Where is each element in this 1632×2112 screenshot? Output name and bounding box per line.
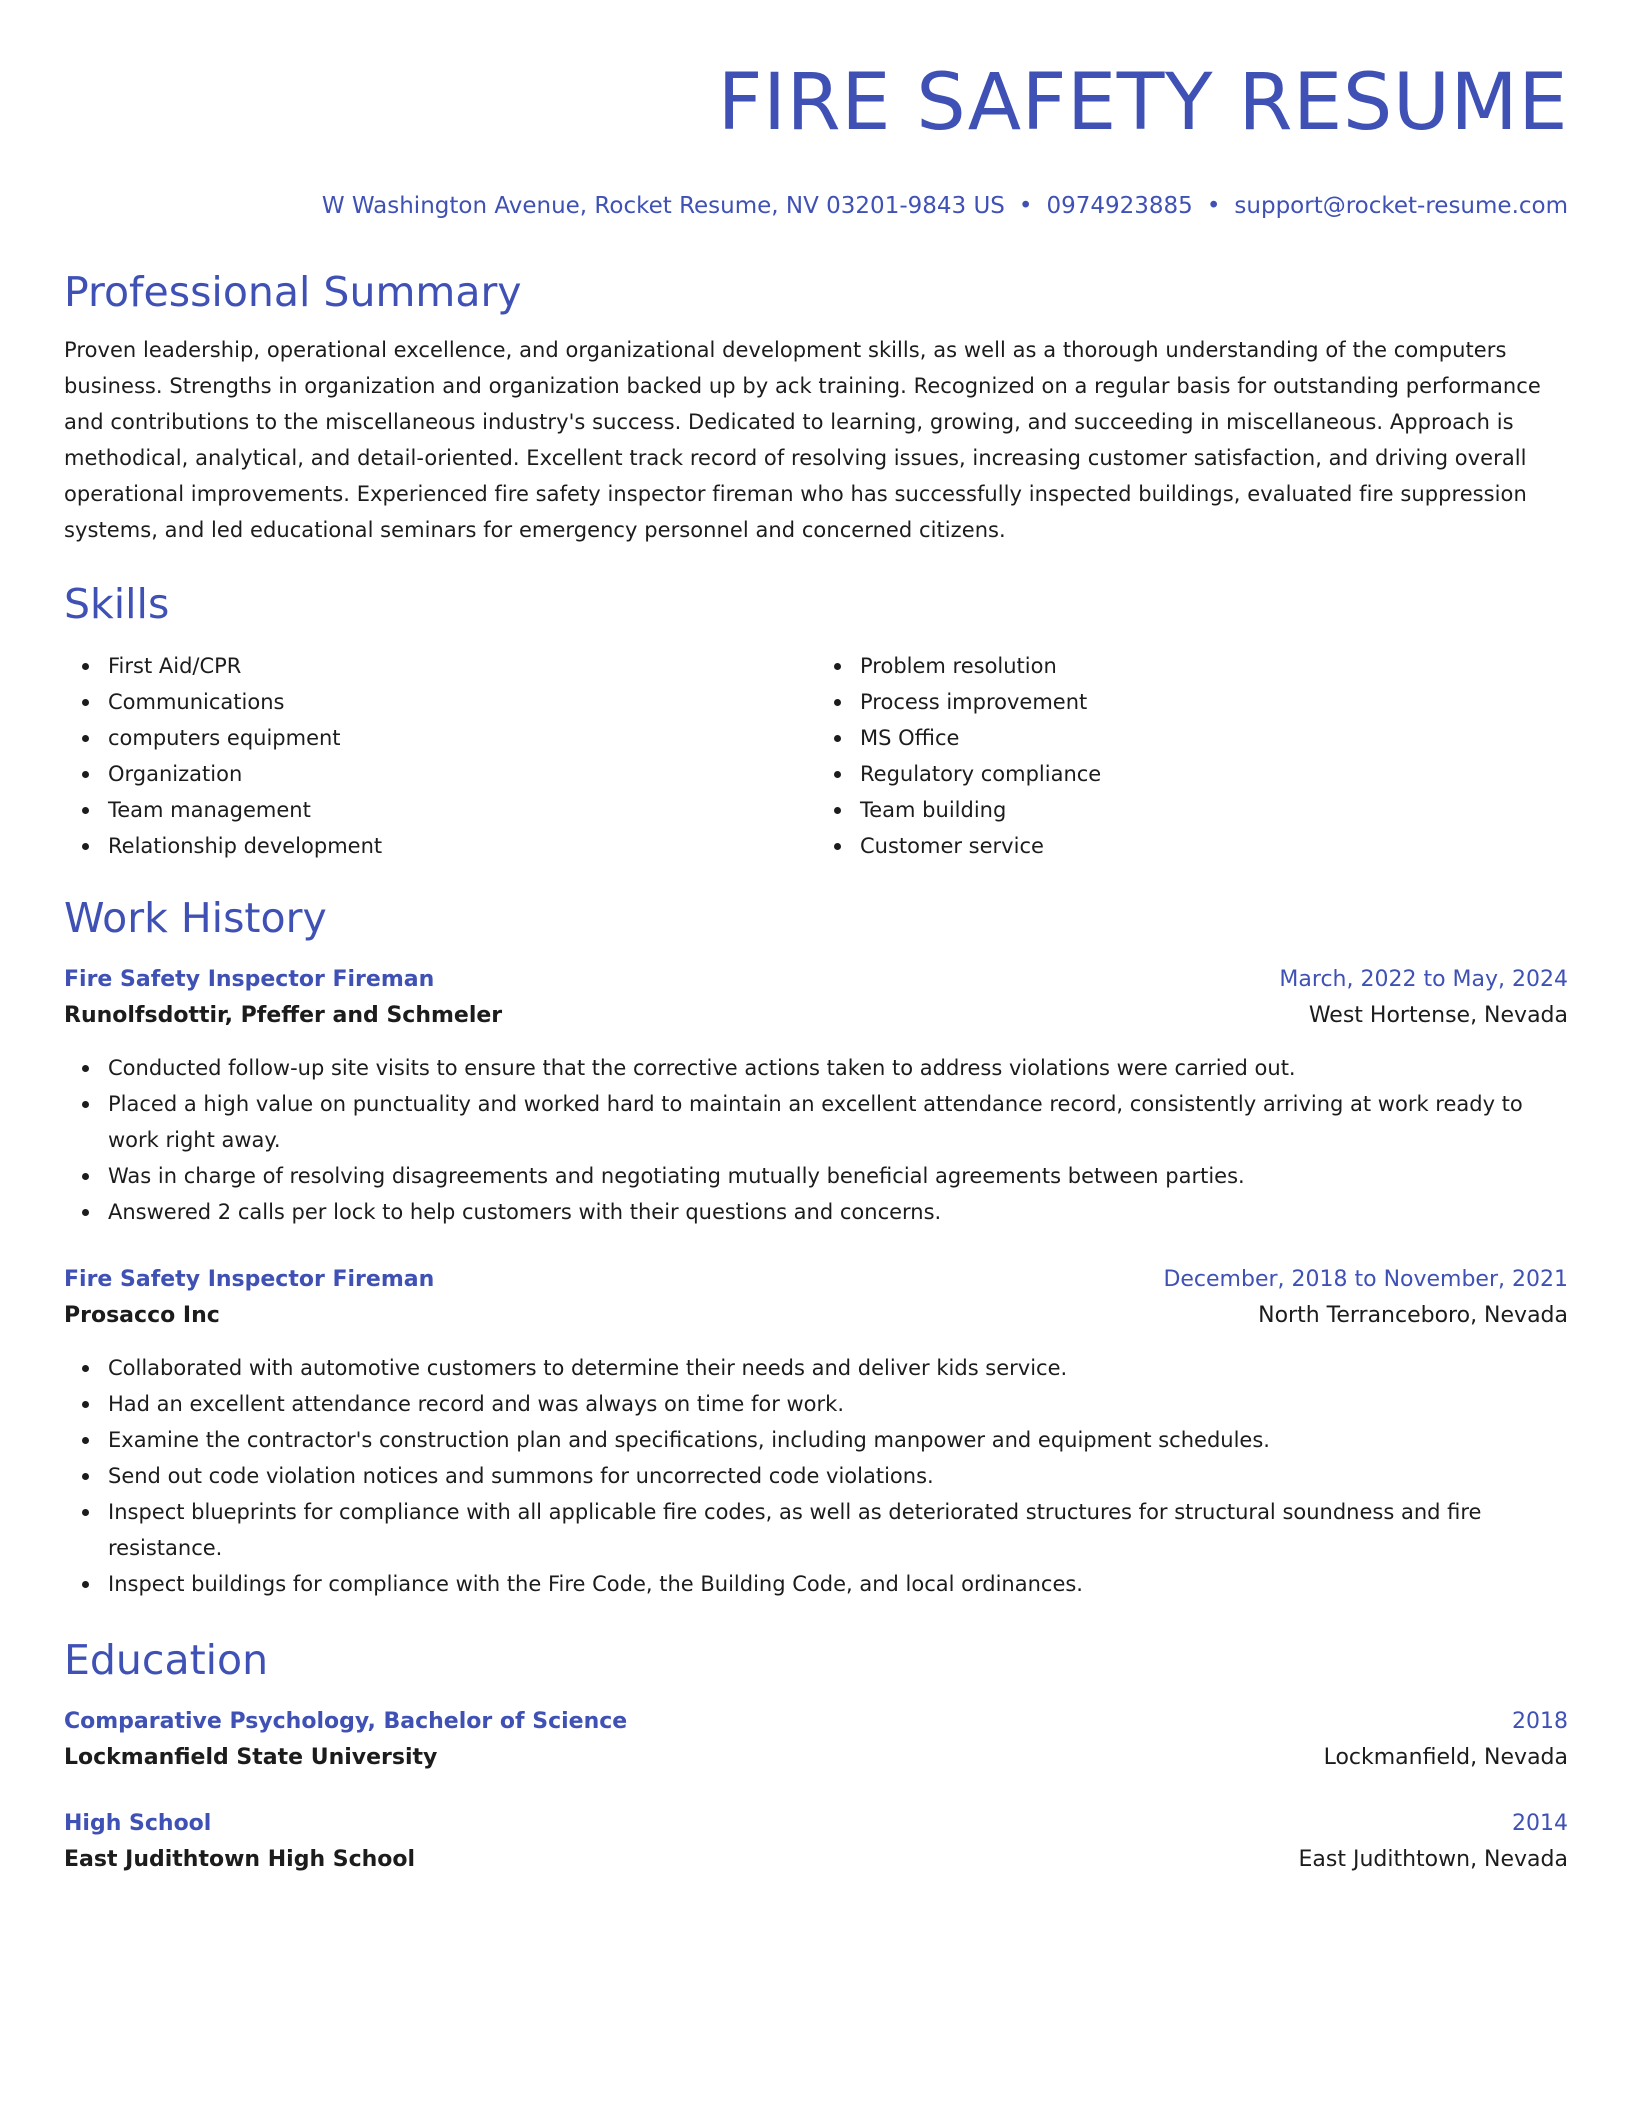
- skills-column-left: [64, 648, 816, 864]
- education-location: East Judithtown, Nevada: [1298, 1847, 1568, 1872]
- education-school-row: [64, 1842, 1568, 1878]
- job-bullet: Placed a high value on punctuality and worked hard to maintain an excellent attendance record, consistently arriving at work ready to work right away.: [108, 1086, 1568, 1158]
- job-bullet: Inspect blueprints for compliance with all applicable fire codes, as well as deteriorated structures for structural soundness and fire resistance.: [108, 1494, 1568, 1566]
- job-header-row: [64, 1262, 1568, 1298]
- job-location: West Hortense, Nevada: [1308, 1003, 1568, 1028]
- job-bullet: Conducted follow-up site visits to ensure that the corrective actions taken to address violations were carried out.: [108, 1050, 1568, 1086]
- education-year: 2018: [1512, 1709, 1568, 1734]
- skill-item: Team management: [108, 792, 816, 828]
- job-location: North Terranceboro, Nevada: [1258, 1303, 1568, 1328]
- job-title: Fire Safety Inspector Fireman: [64, 1267, 435, 1292]
- skill-item: computers equipment: [108, 720, 816, 756]
- education-entry: [64, 1704, 1568, 1776]
- education-school: East Judithtown High School: [64, 1847, 416, 1872]
- education-heading: Education: [64, 1636, 269, 1684]
- job-bullet: Examine the contractor's construction plan and specifications, including manpower and equipment schedules.: [108, 1422, 1568, 1458]
- education-degree: High School: [64, 1811, 212, 1836]
- job-bullet: Had an excellent attendance record and was always on time for work.: [108, 1386, 1568, 1422]
- skill-item: Relationship development: [108, 828, 816, 864]
- contact-phone: 0974923885: [1046, 193, 1193, 219]
- contact-separator: •: [1018, 193, 1033, 219]
- job-company-row: [64, 1298, 1568, 1334]
- education-school: Lockmanfield State University: [64, 1745, 438, 1770]
- job-header-row: [64, 962, 1568, 998]
- job-dates: December, 2018 to November, 2021: [1163, 1267, 1568, 1292]
- education-degree: Comparative Psychology, Bachelor of Science: [64, 1709, 628, 1734]
- skill-item: Problem resolution: [860, 648, 1568, 684]
- skills-column-right: [816, 648, 1568, 864]
- education-header-row: [64, 1806, 1568, 1842]
- work-history-heading: Work History: [64, 894, 327, 942]
- skill-item: Communications: [108, 684, 816, 720]
- skill-item: First Aid/CPR: [108, 648, 816, 684]
- education-year: 2014: [1512, 1811, 1568, 1836]
- skill-item: Team building: [860, 792, 1568, 828]
- job-dates: March, 2022 to May, 2024: [1279, 967, 1568, 992]
- skills-heading: Skills: [64, 580, 170, 628]
- contact-separator: •: [1206, 193, 1221, 219]
- job-entry: [64, 1262, 1568, 1602]
- job-bullet: Collaborated with automotive customers to determine their needs and deliver kids service.: [108, 1350, 1568, 1386]
- education-header-row: [64, 1704, 1568, 1740]
- education-location: Lockmanfield, Nevada: [1323, 1745, 1568, 1770]
- job-entry: [64, 962, 1568, 1230]
- contact-line: [64, 192, 1568, 220]
- skill-item: Customer service: [860, 828, 1568, 864]
- skill-item: Organization: [108, 756, 816, 792]
- skill-item: Regulatory compliance: [860, 756, 1568, 792]
- job-bullets: [64, 1350, 1568, 1602]
- contact-address: W Washington Avenue, Rocket Resume, NV 03201-9843 US: [321, 193, 1005, 219]
- job-company: Prosacco Inc: [64, 1303, 220, 1328]
- job-bullet: Send out code violation notices and summons for uncorrected code violations.: [108, 1458, 1568, 1494]
- skills-list: [64, 648, 1568, 864]
- job-bullet: Answered 2 calls per lock to help customers with their questions and concerns.: [108, 1194, 1568, 1230]
- job-bullet: Inspect buildings for compliance with the Fire Code, the Building Code, and local ordinances.: [108, 1566, 1568, 1602]
- job-title: Fire Safety Inspector Fireman: [64, 967, 435, 992]
- job-bullets: [64, 1050, 1568, 1230]
- skill-item: MS Office: [860, 720, 1568, 756]
- education-school-row: [64, 1740, 1568, 1776]
- education-entry: [64, 1806, 1568, 1878]
- skill-item: Process improvement: [860, 684, 1568, 720]
- job-company-row: [64, 998, 1568, 1034]
- summary-heading: Professional Summary: [64, 268, 522, 316]
- job-company: Runolfsdottir, Pfeffer and Schmeler: [64, 1003, 503, 1028]
- summary-text: Proven leadership, operational excellence, and organizational development skills, as well as a thorough understanding of the computers business. Strengths in organization and organization backed up by ack training. Recognized on a regular basis for outstanding performance and contributions to the miscellaneous industry's success. Dedicated to learning, growing, and succeeding in miscellaneous. Approach is methodical, analytical, and detail-oriented. Excellent track record of resolving issues, increasing customer satisfaction, and driving overall operational improvements. Experienced fire safety inspector fireman who has successfully inspected buildings, evaluated fire suppression systems, and led educational seminars for emergency personnel and concerned citizens.: [64, 338, 1541, 542]
- contact-email: support@rocket-resume.com: [1234, 193, 1568, 219]
- resume-title: FIRE SAFETY RESUME: [717, 58, 1568, 148]
- job-bullet: Was in charge of resolving disagreements and negotiating mutually beneficial agreements between parties.: [108, 1158, 1568, 1194]
